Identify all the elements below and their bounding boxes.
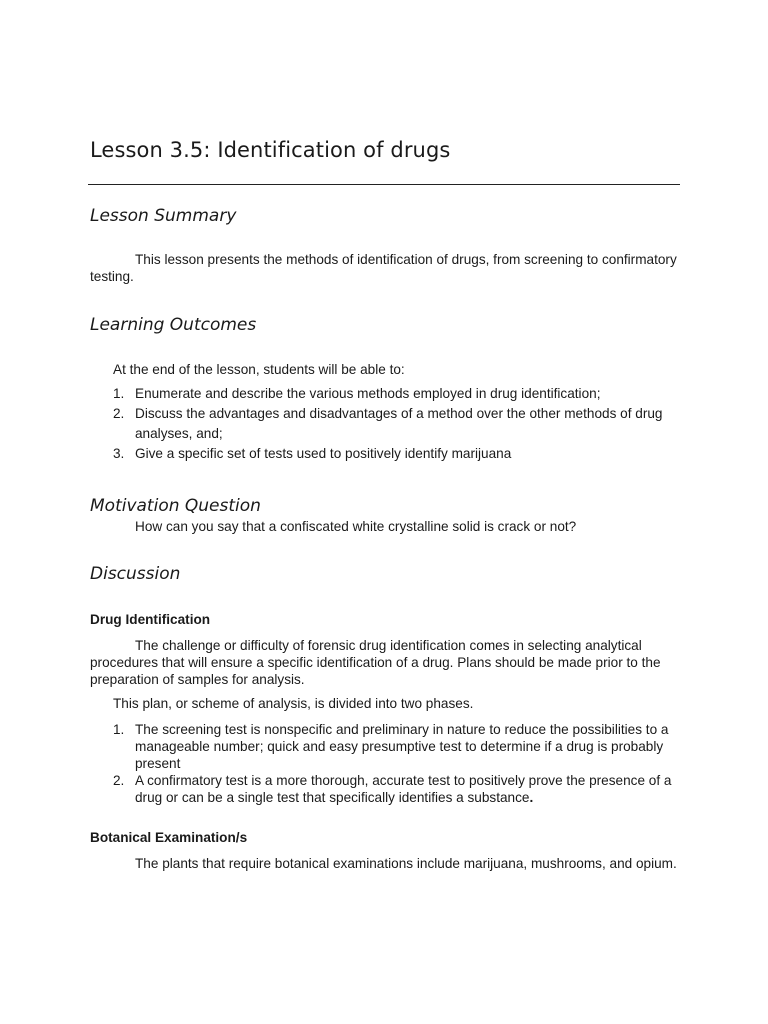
list-item-text: A confirmatory test is a more thorough, accurate test to positively prove the presence of a drug or can be a single test that specifically identifies a substance <box>135 773 672 805</box>
list-item <box>90 444 680 464</box>
motivation-heading: Motivation Question <box>90 496 261 516</box>
botanical-paragraph: The plants that require botanical examinations include marijuana, mushrooms, and opium. <box>135 856 677 871</box>
discussion-heading: Discussion <box>90 564 181 584</box>
list-number: 2. <box>113 773 125 788</box>
motivation-question: How can you say that a confiscated white crystalline solid is crack or not? <box>135 519 577 534</box>
learning-outcomes-intro: At the end of the lesson, students will be able to: <box>113 362 405 377</box>
list-item <box>90 772 680 806</box>
list-item-text: The screening test is nonspecific and preliminary in nature to reduce the possibilities to a manageable number; quick and easy presumptive test to determine if a drug is probably present <box>135 722 669 771</box>
lesson-summary-heading: Lesson Summary <box>90 206 237 226</box>
lesson-title: Lesson 3.5: Identification of drugs <box>90 138 451 162</box>
title-divider <box>88 184 680 185</box>
analysis-phases-list <box>90 721 680 806</box>
botanical-heading: Botanical Examination/s <box>90 830 248 845</box>
plan-intro: This plan, or scheme of analysis, is divided into two phases. <box>113 696 474 711</box>
drug-identification-heading: Drug Identification <box>90 612 211 627</box>
learning-outcomes-list <box>90 384 680 464</box>
list-item <box>90 721 680 772</box>
list-item <box>90 384 680 404</box>
list-number: 1. <box>113 386 125 401</box>
list-item-end: . <box>529 790 534 805</box>
drug-identification-paragraph: The challenge or difficulty of forensic drug identification comes in selecting analytical procedures that will ensure a specific identification of a drug. Plans should be made prior to the preparation of samples for analysis. <box>90 638 661 687</box>
list-item-text: Enumerate and describe the various methods employed in drug identification; <box>135 386 601 401</box>
list-item <box>90 404 680 444</box>
lesson-summary-text: This lesson presents the methods of identification of drugs, from screening to confirmatory testing. <box>90 252 677 284</box>
list-number: 1. <box>113 722 125 737</box>
list-item-text: Discuss the advantages and disadvantages of a method over the other methods of drug analyses, and; <box>135 406 663 441</box>
learning-outcomes-heading: Learning Outcomes <box>90 315 257 335</box>
list-item-text: Give a specific set of tests used to positively identify marijuana <box>135 446 512 461</box>
list-number: 2. <box>113 406 125 421</box>
list-number: 3. <box>113 446 125 461</box>
